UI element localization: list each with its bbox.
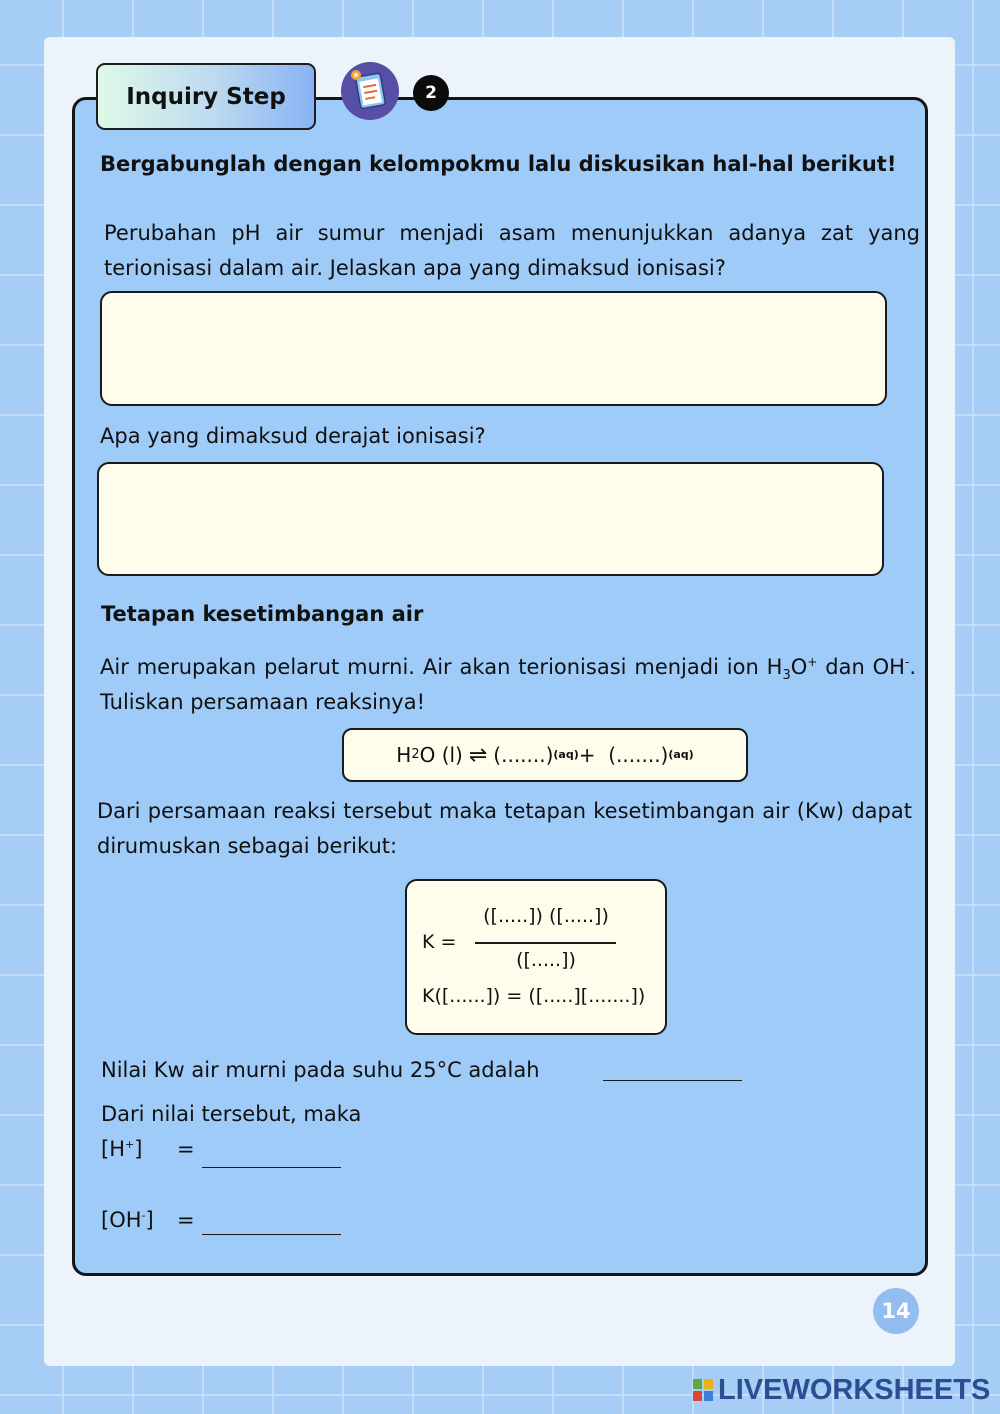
k-numerator[interactable]: ([.....]) ([.....]) xyxy=(483,905,609,927)
degree-ionization-answer-box[interactable] xyxy=(97,462,884,576)
liveworksheets-brand[interactable] xyxy=(692,1374,990,1406)
eq-reactant-rest: O (l) xyxy=(419,743,463,767)
eq-reactant: H xyxy=(396,743,412,767)
oh-ion-label: [OH-] xyxy=(101,1208,154,1232)
step-label: Inquiry Step xyxy=(126,83,286,110)
liveworksheets-logo-icon xyxy=(692,1378,714,1402)
inquiry-step-tab xyxy=(96,63,316,130)
brand-name: LIVEWORKSHEETS xyxy=(718,1373,991,1406)
k-label: K = xyxy=(422,931,457,953)
h-ion-blank[interactable] xyxy=(202,1167,341,1168)
fraction-line xyxy=(475,942,616,944)
equilibrium-arrow-icon: ⇌ xyxy=(468,742,488,768)
h-ion-label: [H+] xyxy=(101,1137,143,1161)
from-value-text: Dari nilai tersebut, maka xyxy=(101,1102,362,1126)
oh-equals: = xyxy=(177,1208,195,1232)
page-number: 14 xyxy=(873,1288,919,1334)
step-number-badge: 2 xyxy=(413,75,449,111)
kw-expression[interactable]: K([......]) = ([.....][.......]) xyxy=(422,985,646,1007)
water-equilibrium-heading: Tetapan kesetimbangan air xyxy=(101,602,424,626)
para-text-1: Air merupakan pelarut murni. Air akan terionisasi menjadi ion H xyxy=(100,655,783,679)
k-formula-box[interactable] xyxy=(405,879,667,1035)
ionization-answer-box[interactable] xyxy=(100,291,887,406)
ionization-question: Perubahan pH air sumur menjadi asam menunjukkan adanya zat yang terionisasi dalam air. Jelaskan apa yang dimaksud ionisasi? xyxy=(104,221,920,280)
reaction-equation-box[interactable]: H 2 O (l) ⇌ (.......) (aq) + (.......) (aq) xyxy=(342,728,748,782)
kw-intro-paragraph: Dari persamaan reaksi tersebut maka tetapan kesetimbangan air (Kw) dapat dirumuskan sebagai berikut: xyxy=(97,799,912,858)
group-instruction: Bergabunglah dengan kelompokmu lalu diskusikan hal-hal berikut! xyxy=(100,152,897,176)
k-denominator[interactable]: ([.....]) xyxy=(516,949,576,971)
kw-value-blank[interactable] xyxy=(603,1080,742,1081)
para-text-3: . Tuliskan persamaan reaksinya! xyxy=(100,655,916,714)
oh-ion-blank[interactable] xyxy=(202,1234,341,1235)
para-text-2: dan OH xyxy=(825,655,905,679)
water-ionization-paragraph: Air merupakan pelarut murni. Air akan terionisasi menjadi ion $H_3O^+$ dan OH-. Tuliskan persamaan reaksinya! xyxy=(100,655,916,714)
eq-product1-blank[interactable]: (.......) xyxy=(493,743,554,767)
degree-ionization-question: Apa yang dimaksud derajat ionisasi? xyxy=(100,424,486,448)
kw-value-question: Nilai Kw air murni pada suhu 25°C adalah xyxy=(101,1058,540,1082)
eq-product2-blank[interactable]: (.......) xyxy=(608,743,669,767)
clipboard-checklist-icon xyxy=(341,62,399,120)
h-equals: = xyxy=(177,1137,195,1161)
eq-plus: + xyxy=(578,743,596,767)
